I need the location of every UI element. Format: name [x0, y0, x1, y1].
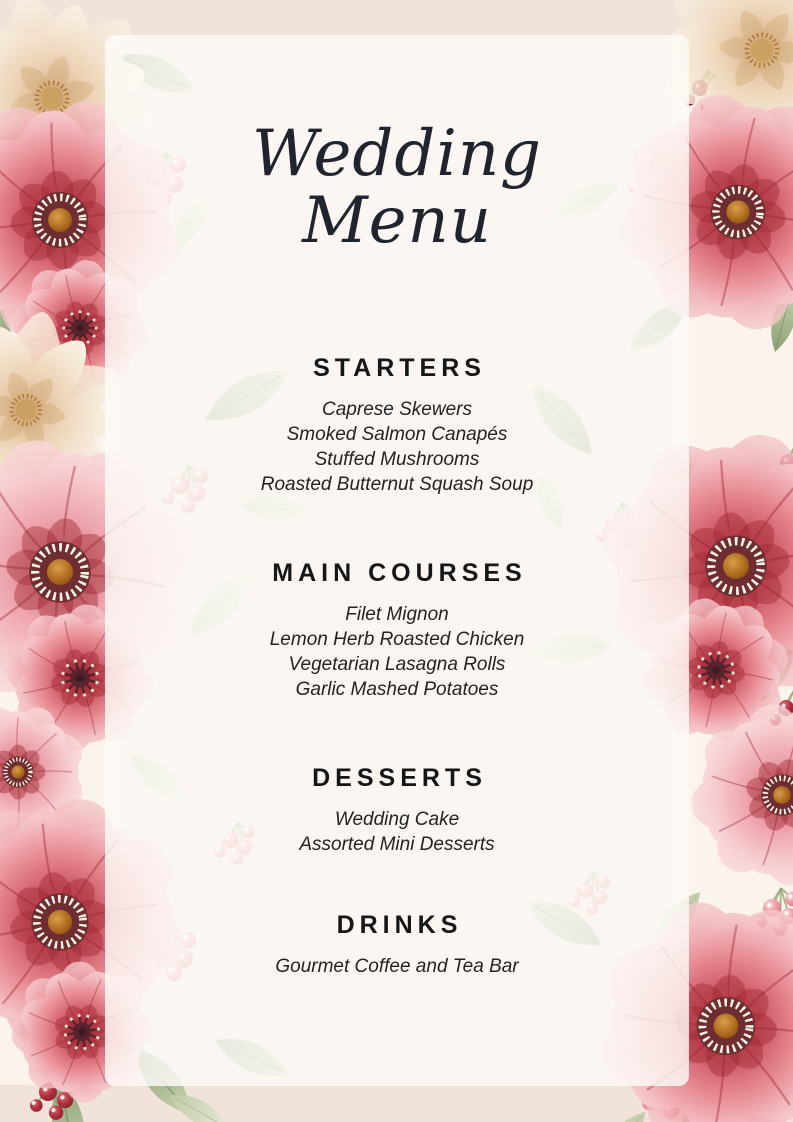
menu-item: Stuffed Mushrooms — [314, 449, 480, 470]
menu-item: Vegetarian Lasagna Rolls — [288, 654, 506, 675]
section-heading-desserts: DESSERTS — [312, 764, 487, 792]
menu-content — [105, 35, 689, 1086]
section-items-main-courses — [105, 602, 689, 702]
menu-title — [105, 117, 689, 258]
menu-item: Roasted Butternut Squash Soup — [260, 474, 534, 495]
menu-item: Caprese Skewers — [322, 399, 472, 420]
menu-title-line-2: Menu — [302, 184, 492, 258]
menu-item: Lemon Herb Roasted Chicken — [269, 629, 525, 650]
section-heading-main-courses: MAIN COURSES — [272, 559, 527, 587]
menu-item: Smoked Salmon Canapés — [286, 424, 508, 445]
section-drinks — [105, 910, 689, 979]
section-items-desserts — [105, 807, 689, 857]
menu-item: Wedding Cake — [334, 809, 460, 830]
section-items-drinks — [105, 954, 689, 979]
section-main-courses — [105, 558, 689, 702]
menu-item: Assorted Mini Desserts — [299, 834, 495, 855]
menu-item: Garlic Mashed Potatoes — [295, 679, 499, 700]
section-heading-drinks: DRINKS — [336, 911, 463, 939]
section-starters — [105, 353, 689, 497]
section-desserts — [105, 763, 689, 857]
section-items-starters — [105, 397, 689, 497]
menu-title-line-1: Wedding — [251, 117, 543, 191]
section-heading-starters: STARTERS — [313, 354, 486, 382]
menu-item: Gourmet Coffee and Tea Bar — [275, 956, 519, 977]
menu-item: Filet Mignon — [345, 604, 449, 625]
